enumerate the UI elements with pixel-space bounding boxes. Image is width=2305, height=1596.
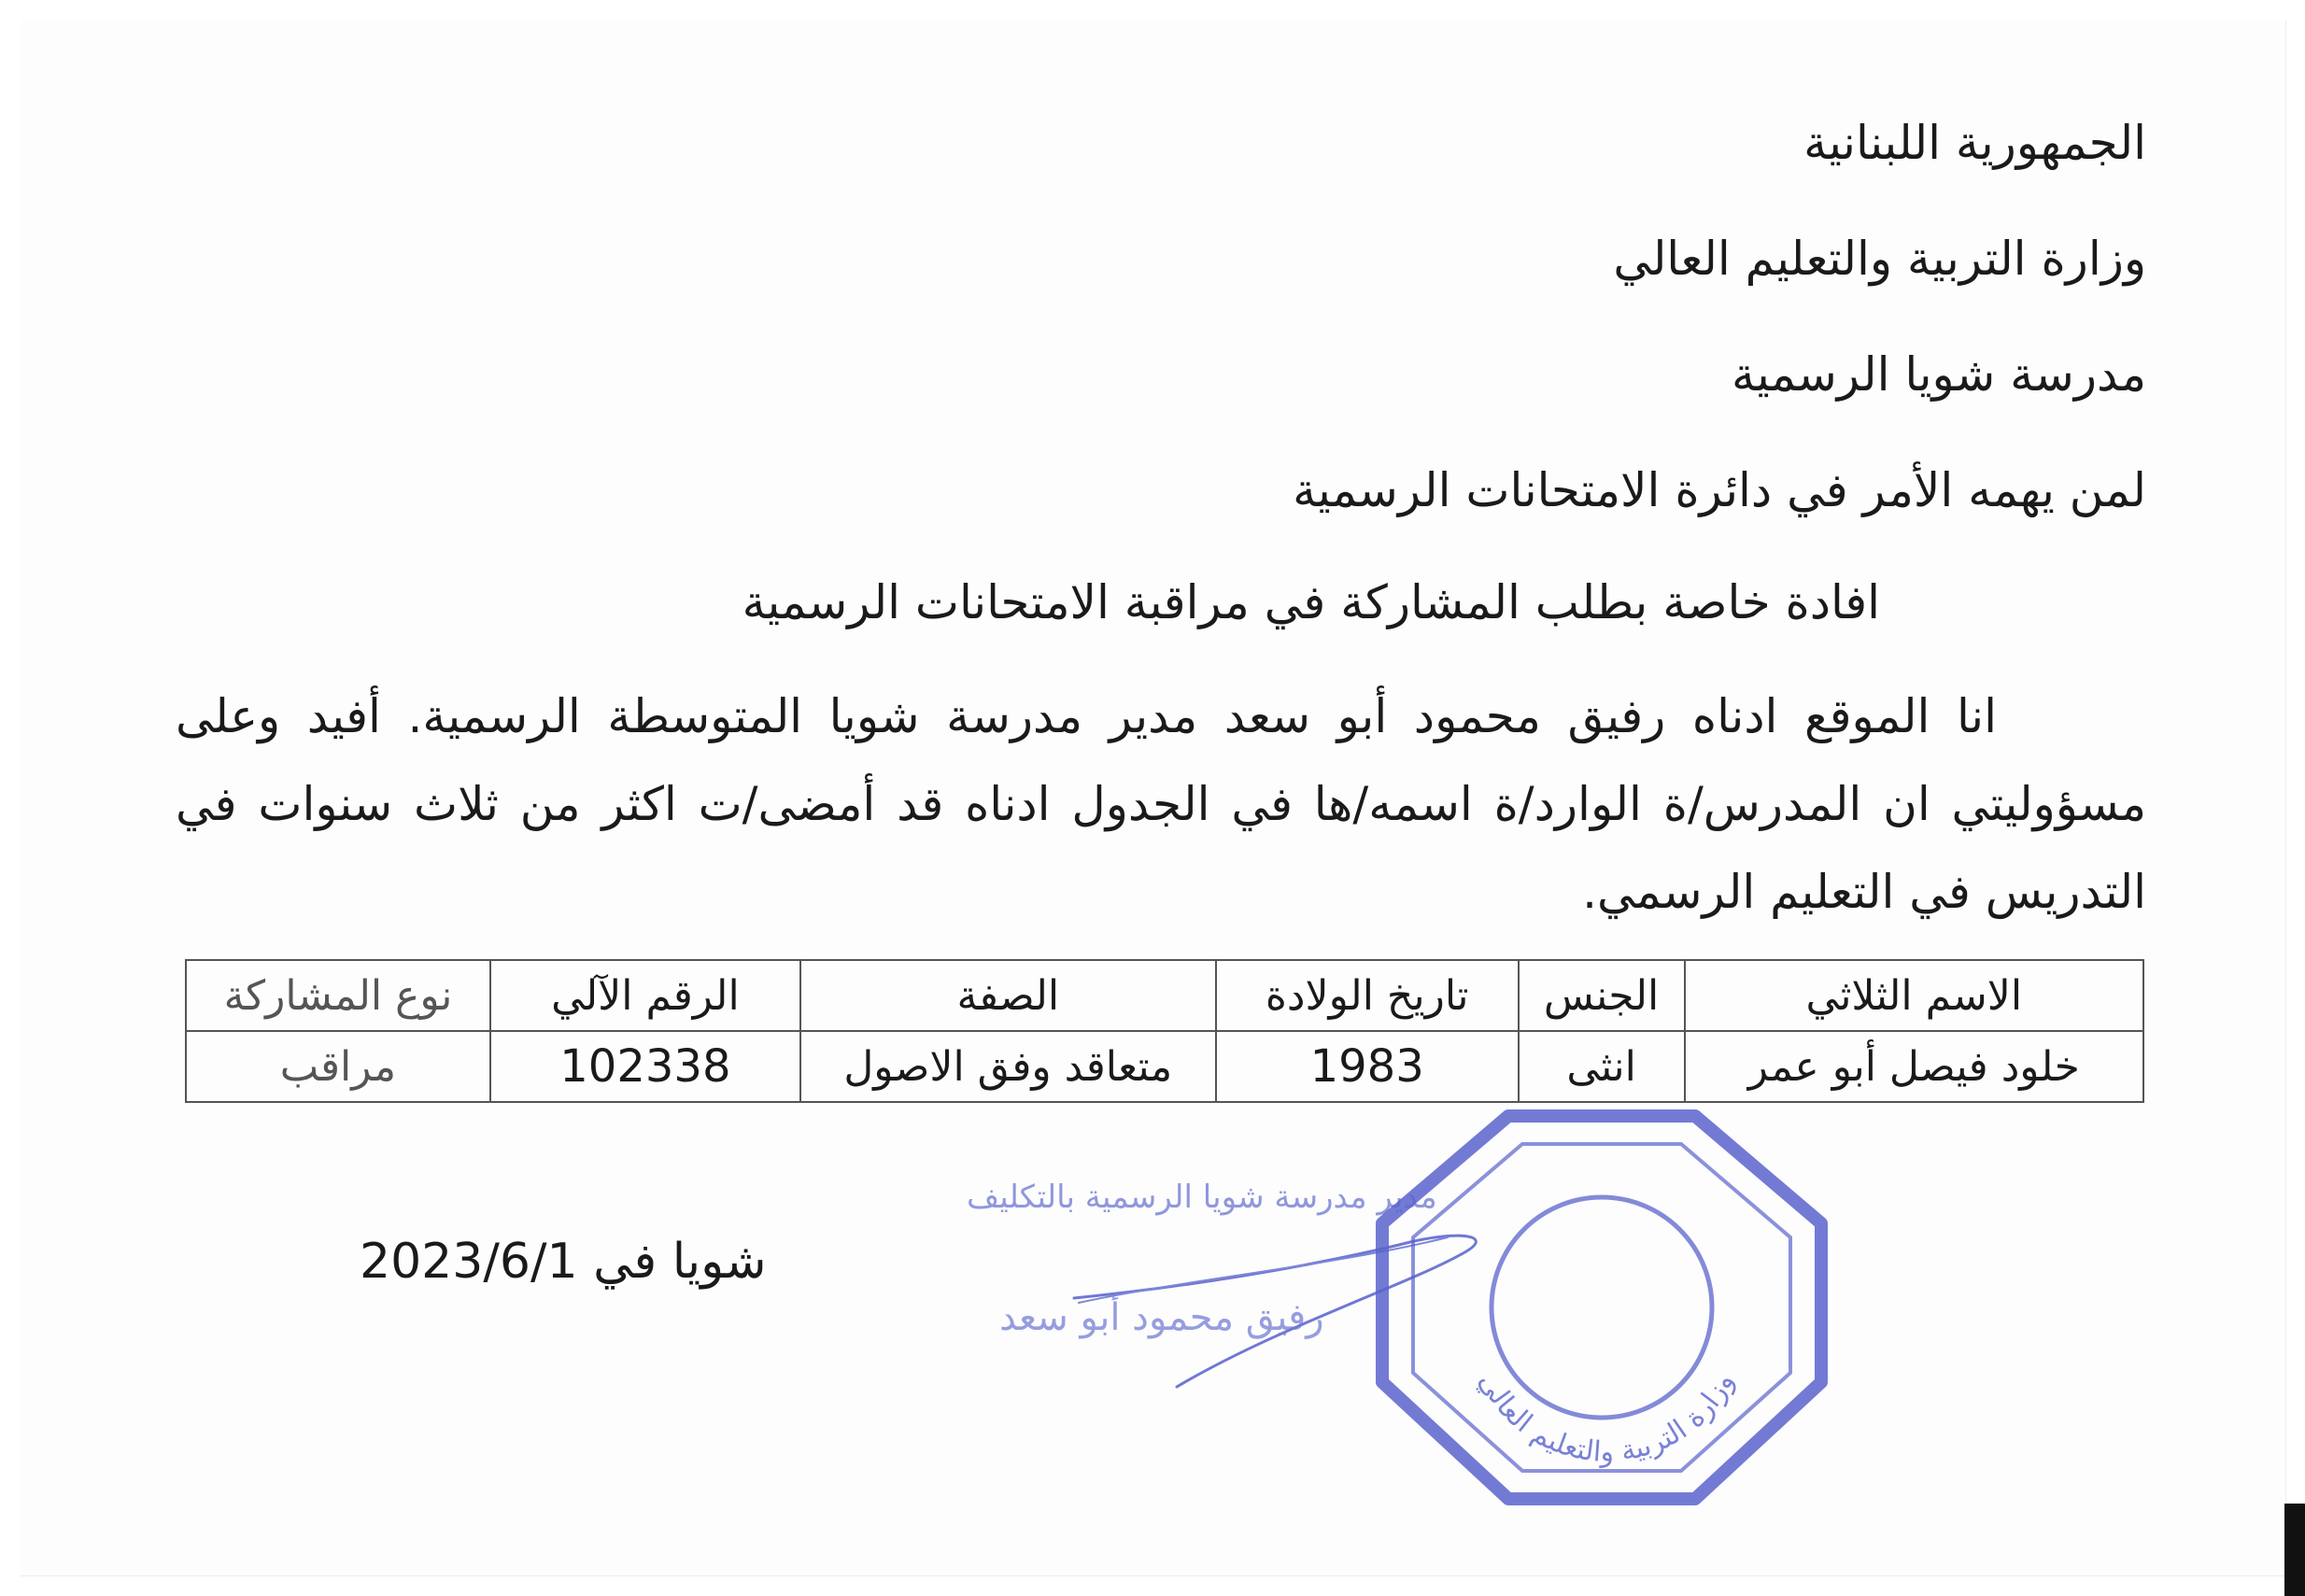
- scan-edge-mark: [2284, 1504, 2305, 1596]
- body-paragraph: [176, 672, 2146, 936]
- header-status: الصفة: [800, 960, 1216, 1031]
- cell-status: متعاقد وفق الاصول: [800, 1031, 1216, 1102]
- official-stamp: [1359, 1102, 1845, 1513]
- signature-name: رفيق محمود أبو سعد: [999, 1296, 1324, 1339]
- table-header-row: [186, 960, 2143, 1031]
- document-subject: افادة خاصة بطلب المشاركة في مراقبة الامتحانات الرسمية: [742, 575, 1880, 629]
- header-ministry: وزارة التربية والتعليم العالي: [1613, 232, 2146, 286]
- cell-full-name: خلود فيصل أبو عمر: [1685, 1031, 2143, 1102]
- cell-auto-number: 102338: [490, 1031, 800, 1102]
- signature-title: مدير مدرسة شويا الرسمية بالتكليف: [967, 1179, 1437, 1216]
- cell-gender: انثى: [1519, 1031, 1685, 1102]
- cell-birth-date: 1983: [1216, 1031, 1519, 1102]
- stamp-text: وزارة التربية والتعليم العالي: [1472, 1366, 1741, 1469]
- header-auto-number: الرقم الآلي: [490, 960, 800, 1031]
- header-addressee: لمن يهمه الأمر في دائرة الامتحانات الرسمية: [1293, 463, 2146, 517]
- date-line: شويا في 2023/6/1: [360, 1234, 767, 1290]
- header-school: مدرسة شويا الرسمية: [1732, 347, 2146, 402]
- teacher-info-table: [185, 959, 2144, 1103]
- header-full-name: الاسم الثلاثي: [1685, 960, 2143, 1031]
- header-gender: الجنس: [1519, 960, 1685, 1031]
- header-country: الجمهورية اللبنانية: [1803, 116, 2146, 170]
- header-birth-date: تاريخ الولادة: [1216, 960, 1519, 1031]
- table-row: [186, 1031, 2143, 1102]
- header-participation-type: نوع المشاركة: [186, 960, 490, 1031]
- cell-participation-type: مراقب: [186, 1031, 490, 1102]
- body-paragraph-text: انا الموقع ادناه رفيق محمود أبو سعد مدير مدرسة شويا المتوسطة الرسمية. أفيد وعلى مسؤوليتي ان المدرس/ة الوارد/ة اسمه/ها في الجدول ادناه قد أمضى/ت اكثر من ثلاث سنوات في التدريس في التعليم الرسمي.: [176, 689, 2146, 919]
